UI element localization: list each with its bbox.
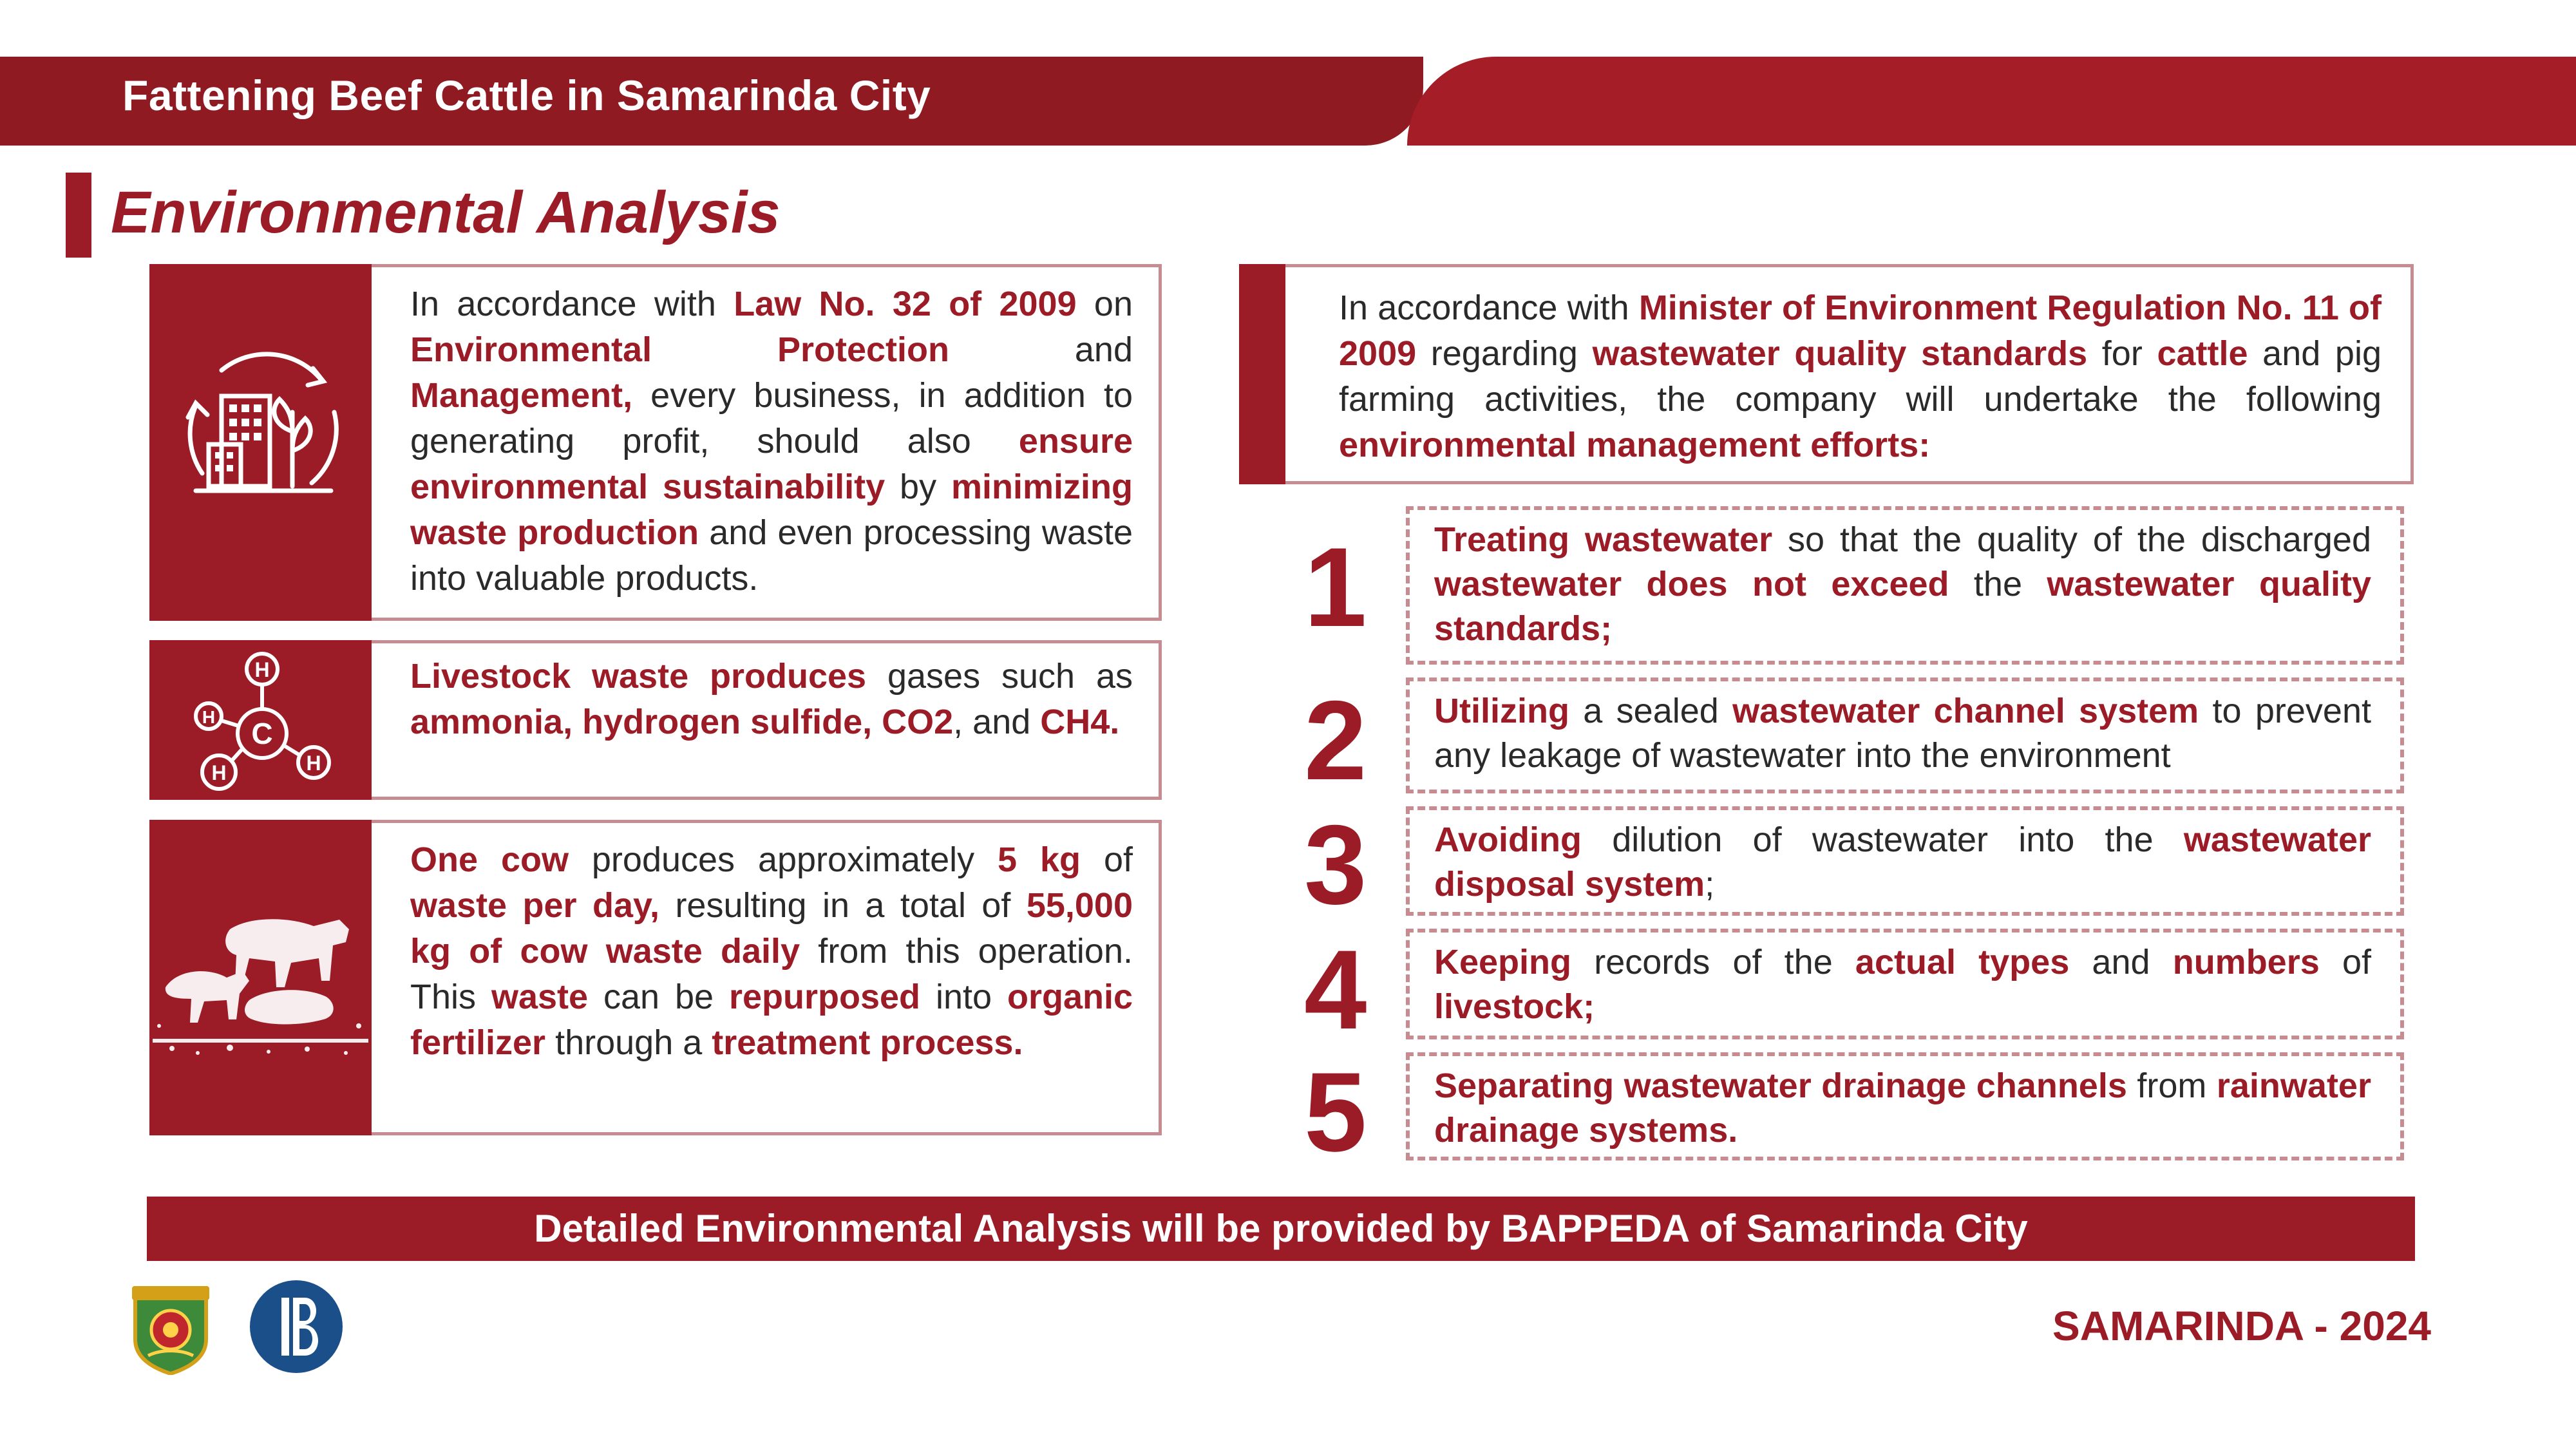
body-text: In accordance with [1339, 289, 1639, 327]
body-text: records of the [1571, 943, 1855, 981]
svg-text:C: C [251, 717, 273, 750]
body-text: on [1076, 285, 1133, 323]
highlight-text: wastewater does not exceed [1434, 565, 1949, 603]
heading-accent-bar [66, 173, 91, 258]
body-text: a sealed [1569, 692, 1733, 730]
highlight-text: waste per day, [410, 886, 660, 925]
body-text: and [949, 330, 1133, 369]
page-title: Fattening Beef Cattle in Samarinda City [122, 71, 931, 119]
bank-indonesia-logo-icon [248, 1278, 345, 1375]
samarinda-city-crest-icon [122, 1278, 219, 1375]
highlight-text: wastewater channel system [1732, 692, 2199, 730]
step-text [1434, 940, 2371, 1029]
body-text: In accordance with [410, 285, 734, 323]
highlight-text: One cow [410, 840, 569, 879]
body-text: through a [545, 1023, 712, 1062]
gas-card-text [410, 654, 1133, 745]
footer-banner: Detailed Environmental Analysis will be provided by BAPPEDA of Samarinda City [147, 1197, 2415, 1261]
body-text: for [2087, 334, 2157, 373]
body-text: the [1949, 565, 2047, 603]
body-text: , and [953, 703, 1041, 741]
highlight-text: minimizing waste production [410, 468, 1133, 552]
body-text: from this operation. This [410, 932, 1133, 1016]
body-text: and even processing waste into valuable products. [410, 513, 1133, 598]
body-text: so that the quality of the discharged [1772, 520, 2371, 559]
highlight-text: numbers [2172, 943, 2320, 981]
highlight-text: 5 kg [998, 840, 1081, 879]
body-text: can be [588, 978, 729, 1016]
city-year-label: SAMARINDA - 2024 [2052, 1303, 2431, 1349]
highlight-text: Management, [410, 376, 633, 415]
gas-card [149, 640, 1162, 800]
law-card-icon-panel [149, 264, 372, 621]
highlight-text: cattle [2157, 334, 2248, 373]
body-text: by [885, 468, 951, 506]
highlight-text: Environmental Protection [410, 330, 949, 369]
body-text: resulting in a total of [659, 886, 1027, 925]
highlight-text: repurposed [728, 978, 921, 1016]
step-item [1406, 506, 2404, 665]
gas-card-icon-panel [149, 640, 372, 800]
body-text: produces approximately [568, 840, 998, 879]
svg-text:H: H [202, 707, 216, 727]
waste-card-icon-panel [149, 820, 372, 1135]
highlight-text: wastewater disposal system [1434, 820, 2371, 904]
highlight-text: Keeping [1434, 943, 1572, 981]
step-item [1406, 929, 2404, 1039]
regulation-intro-text [1339, 285, 2382, 468]
highlight-text: actual types [1855, 943, 2070, 981]
body-text: every business, in addition to generating profit, should also [410, 376, 1133, 460]
step-item [1406, 1052, 2404, 1160]
body-text: gases such as [866, 657, 1133, 696]
step-item [1406, 806, 2404, 916]
highlight-text: 55,000 kg of cow waste daily [410, 886, 1133, 971]
body-text: into [920, 978, 1007, 1016]
step-text [1434, 818, 2371, 907]
highlight-text: treatment process. [712, 1023, 1023, 1062]
highlight-text: Livestock waste produces [410, 657, 867, 696]
highlight-text: Minister of Environment Regulation No. 11 of 2009 [1339, 289, 2382, 373]
highlight-text: Separating wastewater drainage channels [1434, 1066, 2127, 1105]
building-cycle-icon [176, 335, 350, 515]
step-number: 2 [1304, 678, 1367, 804]
highlight-text: environmental management efforts: [1339, 426, 1931, 464]
step-number: 3 [1304, 802, 1367, 928]
highlight-text: waste [491, 978, 589, 1016]
highlight-text: wastewater quality standards; [1434, 565, 2371, 648]
svg-text:H: H [211, 761, 227, 784]
highlight-text: Utilizing [1434, 692, 1569, 730]
highlight-text: wastewater quality standards [1592, 334, 2088, 373]
step-text [1434, 518, 2371, 651]
step-number: 1 [1304, 525, 1367, 650]
svg-text:H: H [254, 658, 270, 681]
header-accent [1407, 57, 2576, 146]
body-text: from [2126, 1066, 2217, 1105]
highlight-text: ammonia, hydrogen sulfide, CO2 [410, 703, 954, 741]
body-text: and pig farming activities, the company will undertake the following [1339, 334, 2382, 419]
highlight-text: organic fertilizer [410, 978, 1133, 1062]
svg-text:H: H [306, 752, 321, 775]
waste-card [149, 820, 1162, 1135]
step-text [1434, 1064, 2371, 1153]
highlight-text: Treating wastewater [1434, 520, 1773, 559]
law-card-text [410, 281, 1133, 601]
body-text: dilution of wastewater into the [1581, 820, 2184, 859]
section-heading: Environmental Analysis [111, 180, 781, 245]
body-text: ; [1705, 865, 1715, 904]
highlight-text: ensure environmental sustainability [410, 422, 1133, 506]
step-text [1434, 689, 2371, 778]
methane-molecule-icon [182, 643, 343, 797]
highlight-text: Law No. 32 of 2009 [734, 285, 1077, 323]
body-text: of [2319, 943, 2371, 981]
step-item [1406, 677, 2404, 793]
step-number: 4 [1304, 927, 1367, 1053]
law-card [149, 264, 1162, 621]
highlight-text: livestock; [1434, 987, 1595, 1026]
body-text: regarding [1416, 334, 1593, 373]
highlight-text: Avoiding [1434, 820, 1582, 859]
regulation-intro-card [1239, 264, 2414, 484]
intro-accent-bar [1239, 264, 1285, 484]
body-text: to prevent any leakage of wastewater into the environment [1434, 692, 2372, 775]
highlight-text: CH4. [1040, 703, 1120, 741]
highlight-text: rainwater drainage systems. [1434, 1066, 2371, 1150]
body-text: of [1081, 840, 1133, 879]
waste-card-text [410, 837, 1133, 1066]
body-text: and [2069, 943, 2173, 981]
step-number: 5 [1304, 1050, 1367, 1175]
cattle-herd-icon [153, 891, 368, 1065]
